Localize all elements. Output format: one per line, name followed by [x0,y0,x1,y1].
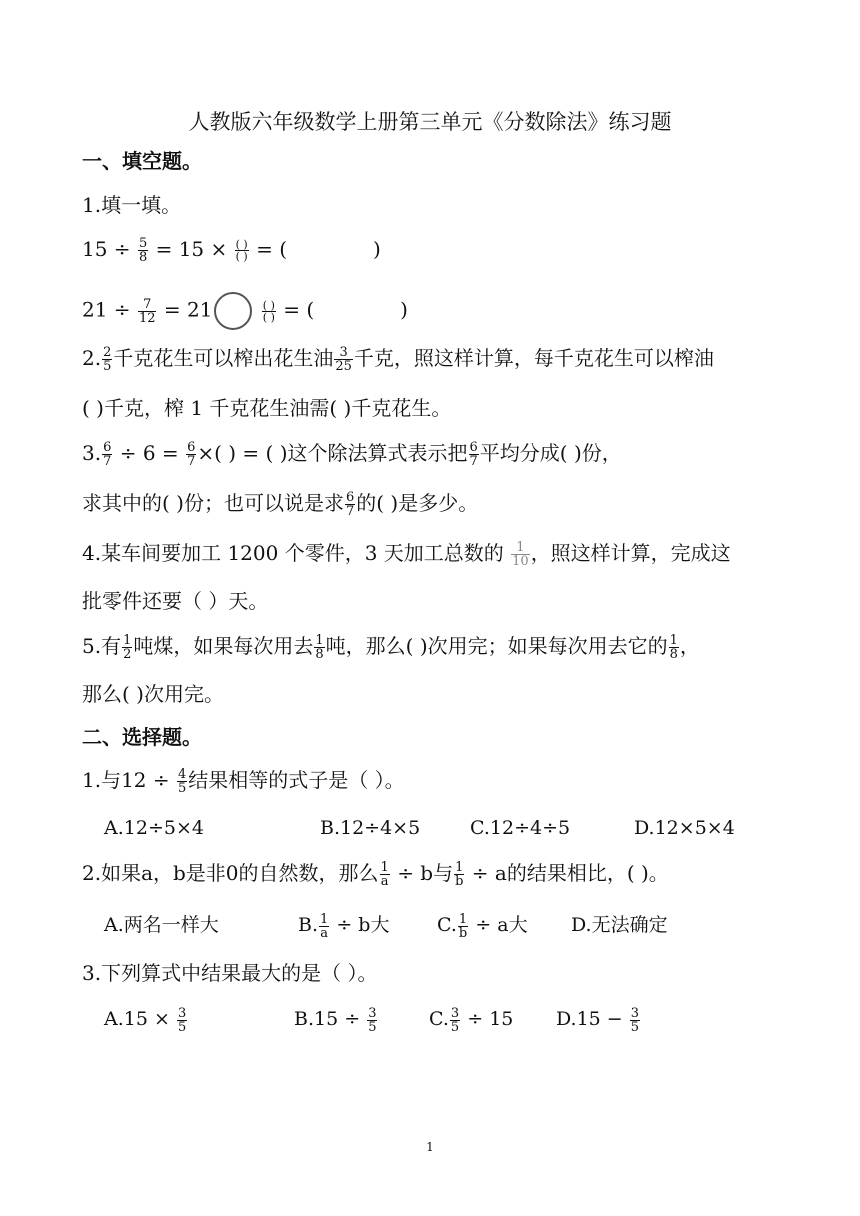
section-heading-choice: 二、选择题。 [82,725,202,749]
c1-option-b: B.12÷4×5 [320,817,421,839]
c1-option-a: A.12÷5×4 [104,817,204,839]
c3-option-a: A.15 × $\frac{3}{5}$ [104,1005,187,1035]
page-number: 1 [426,1140,434,1154]
c3-option-d: D.15 − $\frac{3}{5}$ [556,1005,640,1035]
section-heading-fill-in: 一、填空题。 [82,149,202,173]
c2-option-d: D.无法确定 [571,914,668,936]
q5-line1: 5.有 $\frac{1}{2}$ 吨煤，如果每次用去 $\frac{1}{8}$ 吨，那么( )次用完；如果每次用去它的 $\frac{1}{8}$ ， [82,633,700,662]
q3-line2: 求其中的( )份；也可以说是求 $\frac{6}{7}$ 的( )是多少。 [82,490,479,519]
c3-option-b: B.15 ÷ $\frac{3}{5}$ [294,1005,377,1035]
q3-line1: 3. $\frac{6}{7}$ ÷ 6 = $\frac{6}{7}$ ×( ) = ( )这个除法算式表示把 $\frac{6}{7}$ 平均分成( )份， [82,440,622,469]
q1-expr2: 21 ÷ $\frac{7}{12}$ = 21 $\frac{( )}{( )}$ = ( ) [82,292,408,330]
c2-option-c: C. $\frac{1}{b}$ ÷ a大 [437,911,528,941]
c3-option-c: C. $\frac{3}{5}$ ÷ 15 [429,1005,514,1035]
q1-expr1: 15 ÷ $\frac{5}{8}$ = 15 × $\frac{( )}{( )}$ = ( ) [82,236,381,265]
q2-line1: 2. $\frac{2}{5}$ 千克花生可以榨出花生油 $\frac{3}{25}$ 千克，照这样计算，每千克花生可以榨油 [82,345,714,374]
c2-option-b: B. $\frac{1}{a}$ ÷ b大 [298,911,390,941]
q4-line2: 批零件还要（ ）天。 [82,589,269,613]
page-title: 人教版六年级数学上册第三单元《分数除法》练习题 [188,110,672,134]
c1-option-d: D.12×5×4 [634,817,735,839]
q2-line2: ( )千克，榨 1 千克花生油需( )千克花生。 [82,396,452,420]
operator-circle-blank [214,292,252,330]
q1-label: 1.填一填。 [82,193,182,217]
c1-option-c: C.12÷4÷5 [470,817,571,839]
q4-line1: 4.某车间要加工 1200 个零件，3 天加工总数的 $\frac{1}{10}$ ，照这样计算，完成这 [82,540,731,569]
c3-stem: 3.下列算式中结果最大的是（ ）。 [82,961,378,985]
c2-option-a: A.两名一样大 [104,914,219,936]
c1-stem: 1.与12 ÷ $\frac{4}{5}$ 结果相等的式子是（ ）。 [82,767,405,796]
q5-line2: 那么( )次用完。 [82,682,224,706]
c2-stem: 2.如果a，b是非0的自然数，那么 $\frac{1}{a}$ ÷ b与 $\frac{1}{b}$ ÷ a的结果相比，( )。 [82,860,669,889]
